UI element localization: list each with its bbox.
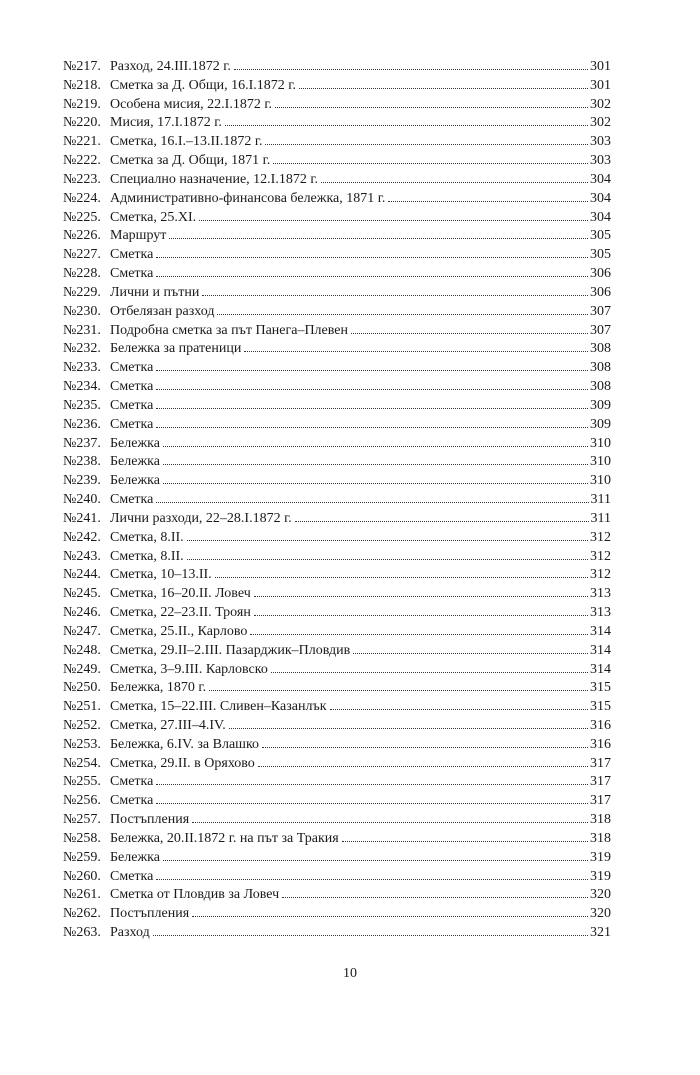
dot-leader — [342, 841, 588, 842]
entry-number: №229. — [63, 284, 101, 300]
entry-page-number: 306 — [590, 266, 611, 282]
entry-page-number: 303 — [590, 153, 611, 169]
dot-leader — [388, 201, 588, 202]
entry-title: Сметка — [110, 379, 154, 395]
entry-title: Бележка — [110, 473, 160, 489]
dot-leader — [295, 521, 589, 522]
dot-leader — [234, 69, 588, 70]
dot-leader — [217, 314, 588, 315]
entry-title: Сметка — [110, 247, 154, 263]
entry-page-number: 317 — [590, 793, 611, 809]
toc-entry — [63, 773, 611, 792]
entry-page-number: 301 — [590, 59, 611, 74]
entry-number: №242. — [63, 529, 101, 545]
entry-number: №251. — [63, 699, 101, 715]
toc-entry — [63, 171, 611, 190]
dot-leader — [244, 351, 588, 352]
entry-page-number: 310 — [590, 473, 611, 489]
entry-title: Сметка за Д. Общи, 1871 г. — [110, 153, 271, 169]
toc-entry — [63, 152, 611, 171]
dot-leader — [187, 559, 588, 560]
entry-title: Бележка, 20.II.1872 г. на път за Тракия — [110, 830, 339, 846]
entry-title: Сметка — [110, 397, 154, 413]
entry-title: Сметка — [110, 868, 154, 884]
entry-title: Постъпления — [110, 812, 190, 828]
entry-number: №252. — [63, 717, 101, 733]
entry-page-number: 320 — [590, 906, 611, 922]
entry-title: Сметка, 16–20.II. Ловеч — [110, 586, 251, 602]
dot-leader — [215, 577, 588, 578]
dot-leader — [202, 295, 588, 296]
toc-entry — [63, 661, 611, 680]
entry-page-number: 306 — [590, 284, 611, 300]
entry-page-number: 312 — [590, 529, 611, 545]
entry-title: Сметка — [110, 266, 154, 282]
entry-number: №236. — [63, 416, 101, 432]
entry-title: Сметка, 3–9.III. Карловско — [110, 661, 268, 677]
toc-entry — [63, 698, 611, 717]
toc-entry — [63, 322, 611, 341]
toc-entry — [63, 96, 611, 115]
entry-page-number: 316 — [590, 736, 611, 752]
entry-page-number: 310 — [590, 435, 611, 451]
toc-entry — [63, 529, 611, 548]
dot-leader — [351, 333, 588, 334]
toc-entry — [63, 886, 611, 905]
entry-title: Подробна сметка за път Панега–Плевен — [110, 322, 348, 338]
entry-page-number: 308 — [590, 360, 611, 376]
entry-page-number: 305 — [590, 228, 611, 244]
entry-number: №246. — [63, 605, 101, 621]
dot-leader — [169, 238, 588, 239]
dot-leader — [156, 803, 588, 804]
toc-entry — [63, 284, 611, 303]
entry-number: №231. — [63, 322, 101, 338]
toc-entry — [63, 416, 611, 435]
entry-number: №247. — [63, 623, 101, 639]
entry-title: Разход — [110, 925, 150, 941]
entry-title: Бележка, 6.IV. за Влашко — [110, 736, 260, 752]
dot-leader — [321, 182, 588, 183]
toc-entry — [63, 642, 611, 661]
entry-number: №219. — [63, 96, 101, 112]
entry-title: Бележка за пратеници — [110, 341, 242, 357]
entry-number: №241. — [63, 510, 101, 526]
entry-number: №257. — [63, 812, 101, 828]
entry-page-number: 315 — [590, 699, 611, 715]
entry-page-number: 314 — [590, 661, 611, 677]
entry-number: №235. — [63, 397, 101, 413]
toc-entry — [63, 359, 611, 378]
entry-title: Сметка — [110, 416, 154, 432]
entry-title: Сметка, 29.II. в Оряхово — [110, 755, 255, 771]
page-number: 10 — [343, 966, 357, 981]
dot-leader — [192, 822, 588, 823]
entry-page-number: 304 — [590, 190, 611, 206]
entry-number: №245. — [63, 586, 101, 602]
entry-page-number: 320 — [590, 887, 611, 903]
entry-page-number: 312 — [590, 548, 611, 564]
toc-entry — [63, 924, 611, 943]
entry-page-number: 307 — [590, 322, 611, 338]
entry-page-number: 319 — [590, 849, 611, 865]
entry-title: Бележка — [110, 849, 160, 865]
entry-title: Разход, 24.III.1872 г. — [110, 59, 231, 74]
entry-title: Специално назначение, 12.I.1872 г. — [110, 171, 319, 187]
entry-number: №240. — [63, 492, 101, 508]
toc-entry — [63, 755, 611, 774]
entry-number: №221. — [63, 134, 101, 150]
entry-page-number: 305 — [590, 247, 611, 263]
dot-leader — [209, 690, 588, 691]
entry-title: Сметка, 27.III–4.IV. — [110, 717, 226, 733]
entry-title: Сметка, 10–13.II. — [110, 567, 212, 583]
entry-number: №249. — [63, 661, 101, 677]
entry-title: Сметка, 15–22.III. Сливен–Казанлък — [110, 699, 327, 715]
entry-title: Административно-финансова бележка, 1871 г. — [110, 190, 386, 206]
toc-entry — [63, 340, 611, 359]
dot-leader — [275, 107, 588, 108]
toc-entry — [63, 566, 611, 585]
dot-leader — [156, 427, 588, 428]
toc-entry — [63, 679, 611, 698]
entry-number: №238. — [63, 454, 101, 470]
dot-leader — [258, 766, 588, 767]
dot-leader — [156, 370, 588, 371]
entry-page-number: 310 — [590, 454, 611, 470]
entry-page-number: 311 — [590, 510, 611, 526]
dot-leader — [282, 897, 588, 898]
entry-page-number: 316 — [590, 717, 611, 733]
entry-title: Сметка, 22–23.II. Троян — [110, 605, 251, 621]
entry-number: №259. — [63, 849, 101, 865]
toc-entry — [63, 209, 611, 228]
dot-leader — [163, 860, 588, 861]
dot-leader — [187, 540, 588, 541]
entry-title: Сметка, 8.II. — [110, 529, 184, 545]
toc-entry — [63, 397, 611, 416]
entry-number: №234. — [63, 379, 101, 395]
entry-page-number: 313 — [590, 605, 611, 621]
entry-number: №223. — [63, 171, 101, 187]
entry-number: №227. — [63, 247, 101, 263]
toc-entry — [63, 830, 611, 849]
toc-entry — [63, 717, 611, 736]
dot-leader — [254, 596, 588, 597]
dot-leader — [229, 728, 588, 729]
entry-page-number: 314 — [590, 623, 611, 639]
entry-title: Лични разходи, 22–28.I.1872 г. — [110, 510, 292, 526]
entry-title: Сметка — [110, 793, 154, 809]
entry-title: Сметка, 25.II., Карлово — [110, 623, 248, 639]
entry-number: №256. — [63, 793, 101, 809]
dot-leader — [153, 935, 588, 936]
entry-page-number: 314 — [590, 642, 611, 658]
toc-entry — [63, 58, 611, 77]
dot-leader — [156, 276, 588, 277]
table-of-contents — [63, 58, 611, 943]
toc-entry — [63, 190, 611, 209]
entry-page-number: 312 — [590, 567, 611, 583]
entry-number: №250. — [63, 680, 101, 696]
toc-entry — [63, 265, 611, 284]
entry-number: №228. — [63, 266, 101, 282]
dot-leader — [163, 446, 588, 447]
toc-entry — [63, 623, 611, 642]
entry-page-number: 304 — [590, 209, 611, 225]
entry-page-number: 302 — [590, 96, 611, 112]
toc-entry — [63, 548, 611, 567]
entry-title: Бележка — [110, 454, 160, 470]
entry-title: Сметка, 29.II–2.III. Пазарджик–Пловдив — [110, 642, 351, 658]
entry-title: Лични и пътни — [110, 284, 200, 300]
entry-title: Сметка, 16.I.–13.II.1872 г. — [110, 134, 263, 150]
entry-title: Постъпления — [110, 906, 190, 922]
dot-leader — [250, 634, 588, 635]
dot-leader — [156, 784, 588, 785]
dot-leader — [156, 879, 588, 880]
toc-entry — [63, 736, 611, 755]
entry-number: №217. — [63, 59, 101, 74]
dot-leader — [262, 747, 588, 748]
toc-entry — [63, 585, 611, 604]
entry-page-number: 309 — [590, 397, 611, 413]
entry-page-number: 317 — [590, 755, 611, 771]
entry-number: №233. — [63, 360, 101, 376]
entry-page-number: 319 — [590, 868, 611, 884]
entry-page-number: 321 — [590, 925, 611, 941]
dot-leader — [353, 653, 588, 654]
entry-number: №243. — [63, 548, 101, 564]
entry-page-number: 308 — [590, 379, 611, 395]
entry-page-number: 302 — [590, 115, 611, 131]
toc-entry — [63, 378, 611, 397]
entry-title: Отбелязан разход — [110, 303, 215, 319]
entry-page-number: 315 — [590, 680, 611, 696]
entry-title: Маршрут — [110, 228, 167, 244]
entry-number: №260. — [63, 868, 101, 884]
dot-leader — [225, 125, 588, 126]
entry-page-number: 318 — [590, 830, 611, 846]
dot-leader — [273, 163, 588, 164]
entry-page-number: 313 — [590, 586, 611, 602]
entry-number: №225. — [63, 209, 101, 225]
toc-entry — [63, 472, 611, 491]
entry-number: №224. — [63, 190, 101, 206]
entry-number: №258. — [63, 830, 101, 846]
entry-number: №254. — [63, 755, 101, 771]
toc-entry — [63, 435, 611, 454]
entry-title: Сметка — [110, 360, 154, 376]
dot-leader — [199, 220, 588, 221]
dot-leader — [265, 144, 588, 145]
entry-page-number: 307 — [590, 303, 611, 319]
entry-page-number: 303 — [590, 134, 611, 150]
toc-entry — [63, 811, 611, 830]
entry-title: Сметка — [110, 774, 154, 790]
entry-title: Мисия, 17.I.1872 г. — [110, 115, 222, 131]
toc-entry — [63, 77, 611, 96]
entry-number: №222. — [63, 153, 101, 169]
entry-number: №230. — [63, 303, 101, 319]
dot-leader — [299, 88, 588, 89]
toc-entry — [63, 849, 611, 868]
toc-entry — [63, 905, 611, 924]
toc-entry — [63, 114, 611, 133]
entry-number: №226. — [63, 228, 101, 244]
dot-leader — [254, 615, 588, 616]
dot-leader — [156, 389, 588, 390]
dot-leader — [163, 464, 588, 465]
dot-leader — [192, 916, 588, 917]
entry-number: №263. — [63, 925, 101, 941]
dot-leader — [156, 408, 588, 409]
entry-page-number: 311 — [590, 492, 611, 508]
dot-leader — [271, 672, 588, 673]
entry-title: Бележка — [110, 435, 160, 451]
entry-title: Сметка, 8.II. — [110, 548, 184, 564]
entry-title: Сметка — [110, 492, 154, 508]
entry-number: №253. — [63, 736, 101, 752]
entry-page-number: 309 — [590, 416, 611, 432]
entry-page-number: 317 — [590, 774, 611, 790]
toc-entry — [63, 491, 611, 510]
dot-leader — [163, 483, 588, 484]
entry-number: №244. — [63, 567, 101, 583]
dot-leader — [330, 709, 588, 710]
toc-entry — [63, 868, 611, 887]
entry-number: №220. — [63, 115, 101, 131]
entry-page-number: 308 — [590, 341, 611, 357]
toc-entry — [63, 510, 611, 529]
entry-number: №261. — [63, 887, 101, 903]
entry-page-number: 318 — [590, 812, 611, 828]
entry-number: №232. — [63, 341, 101, 357]
entry-number: №262. — [63, 906, 101, 922]
toc-entry — [63, 303, 611, 322]
entry-number: №237. — [63, 435, 101, 451]
entry-page-number: 301 — [590, 77, 611, 93]
entry-title: Сметка, 25.XI. — [110, 209, 197, 225]
entry-number: №248. — [63, 642, 101, 658]
toc-entry — [63, 453, 611, 472]
toc-entry — [63, 604, 611, 623]
toc-entry — [63, 227, 611, 246]
entry-number: №239. — [63, 473, 101, 489]
entry-number: №218. — [63, 77, 101, 93]
entry-number: №255. — [63, 774, 101, 790]
entry-title: Сметка за Д. Общи, 16.I.1872 г. — [110, 77, 296, 93]
toc-entry — [63, 246, 611, 265]
entry-title: Особена мисия, 22.I.1872 г. — [110, 96, 273, 112]
dot-leader — [156, 257, 588, 258]
entry-title: Сметка от Пловдив за Ловеч — [110, 887, 280, 903]
dot-leader — [156, 502, 588, 503]
toc-entry — [63, 792, 611, 811]
entry-page-number: 304 — [590, 171, 611, 187]
entry-title: Бележка, 1870 г. — [110, 680, 207, 696]
toc-entry — [63, 133, 611, 152]
